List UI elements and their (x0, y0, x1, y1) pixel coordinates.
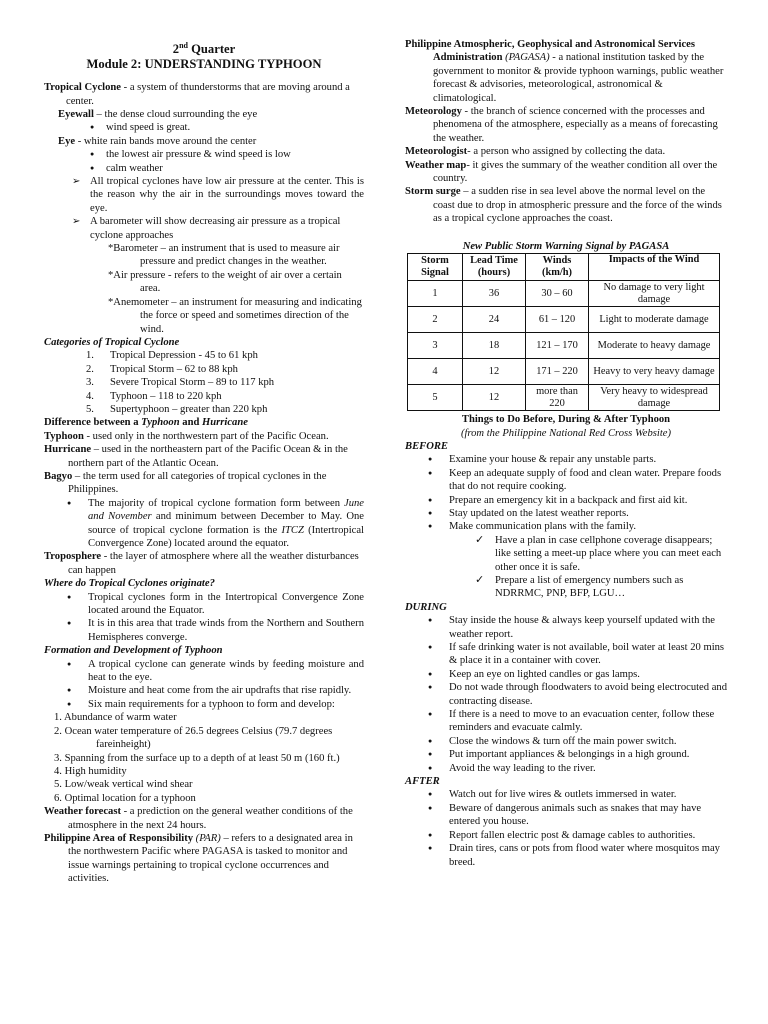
note-months: June and November (88, 497, 364, 523)
list-item: ● Stay updated on the latest weather reports. (405, 507, 727, 520)
note-text: and minimum between December to May. One source of tropical cyclone formation is the (88, 511, 365, 536)
list-item: ● Watch out for live wires & outlets immersed in water. (405, 788, 727, 801)
note-text: (Intertropical Convergence Zone) located around the equator. (88, 524, 364, 549)
things-title: Things to Do Before, During & After Typhoon (461, 414, 671, 426)
list-item: ● Examine your house & repair any unstable parts. (405, 453, 727, 466)
heading-hurricane: Hurricane (202, 417, 248, 429)
table-cell: Heavy to very heavy damage (589, 359, 720, 385)
definition: – the dense cloud surrounding the eye (93, 109, 258, 120)
storm-surge-def (405, 185, 727, 225)
originate-heading: Where do Tropical Cyclones originate? (44, 578, 215, 590)
term-abbr: (PAR) (193, 832, 221, 844)
table-cell: 4 (408, 359, 463, 385)
term: Storm surge (405, 186, 461, 198)
list-item: ● Make communication plans with the family. (405, 520, 727, 533)
weather-map-def (405, 159, 727, 186)
list-item: ● Tropical cyclones form in the Intertropical Convergence Zone located around the Equator. (44, 591, 364, 618)
list-item: ● Beware of dangerous animals such as snakes that may have entered you house. (405, 802, 727, 829)
quarter-word: Quarter (187, 42, 236, 57)
item-text: Typhoon – 118 to 220 kph (110, 390, 222, 402)
item-text: Tropical Depression - 45 to 61 kph (110, 350, 258, 362)
list-item (44, 363, 364, 376)
check-item: ✓ Have a plan in case cellphone coverage disappears; like setting a meet-up place where you can meet each other once it is safe. (405, 534, 727, 574)
barometer-def: *Barometer – an instrument that is used to measure air pressure and predict changes in the weather. (108, 243, 340, 268)
definition: - white rain bands move around the center (75, 135, 257, 147)
during-heading: DURING (405, 601, 447, 613)
quarter-number: 2 (172, 42, 180, 57)
list-item: 3. Spanning from the surface up to a depth of at least 50 m (160 ft.) (54, 752, 340, 764)
table-cell: 12 (463, 385, 526, 411)
list-item (44, 403, 364, 416)
table-cell: Moderate to heavy damage (589, 333, 720, 359)
term: Philippine Atmospheric, Geophysical and Astronomical Services Administration (405, 39, 695, 64)
list-item: ● A tropical cyclone can generate winds by feeding moisture and heat to the eye. (44, 658, 364, 685)
table-title: New Public Storm Warning Signal by PAGASA (462, 240, 670, 252)
list-item: ● Six main requirements for a typhoon to form and develop: (44, 698, 364, 711)
column-header: Lead Time (hours) (463, 254, 526, 281)
list-item: 6. Optimal location for a typhoon (54, 792, 196, 804)
list-item: ● Do not wade through floodwaters to avoid being electrocuted and contracting disease. (405, 681, 727, 708)
list-item: ● Drain tires, cans or pots from flood water where mosquitos may breed. (405, 842, 727, 869)
categories-heading: Categories of Tropical Cyclone (44, 336, 180, 348)
term: Weather map (405, 159, 467, 171)
item-text: Supertyphoon – greater than 220 kph (110, 403, 268, 415)
left-column (44, 38, 364, 886)
column-header: Storm Signal (408, 254, 463, 281)
table-cell: 5 (408, 385, 463, 411)
list-item: ● Close the windows & turn off the main power switch. (405, 735, 727, 748)
term-abbr: (PAGASA) (502, 52, 550, 64)
term: Bagyo (44, 470, 73, 482)
definition: - a system of thunderstorms that are moving around a center. (66, 82, 350, 107)
eye-def (44, 135, 364, 148)
arrow-item: ➢ All tropical cyclones have low air pressure at the center. This is the reason why the air in the surroundings moves toward the eye. (72, 175, 364, 215)
term: Eyewall (58, 109, 94, 120)
table-header-row (408, 254, 720, 281)
list-item: ● Moisture and heat come from the air updrafts that rise rapidly. (44, 684, 364, 697)
bagyo-def (44, 470, 364, 497)
list-item: ● the lowest air pressure & wind speed is low (44, 148, 364, 161)
item-number: 3. (86, 377, 94, 389)
table-row (408, 307, 720, 333)
table-cell: 121 – 170 (526, 333, 589, 359)
development-heading: Formation and Development of Typhoon (44, 645, 223, 657)
list-item (44, 376, 364, 389)
list-item: ● Keep an eye on lighted candles or gas lamps. (405, 668, 727, 681)
list-item: ● wind speed is great. (44, 121, 364, 134)
meteorologist-def (405, 145, 727, 158)
air-pressure-def: *Air pressure - refers to the weight of air over a certain area. (108, 269, 342, 295)
item-text: Tropical Storm – 62 to 88 kph (110, 363, 238, 375)
list-item: 5. Low/weak vertical wind shear (54, 779, 193, 791)
list-item: ● Stay inside the house & always keep yourself updated with the weather report. (405, 614, 727, 641)
list-item: ● Put important appliances & belongings in a high ground. (405, 748, 727, 761)
column-header: Impacts of the Wind (589, 254, 720, 281)
item-number: 5. (86, 403, 94, 415)
difference-heading (44, 416, 364, 429)
list-item (44, 390, 364, 403)
table-cell: No damage to very light damage (589, 281, 720, 307)
definition: - it gives the summary of the weather condition all over the country. (433, 159, 718, 185)
list-item: ● calm weather (44, 162, 364, 175)
item-text: Severe Tropical Storm – 89 to 117 kph (110, 377, 275, 389)
hurricane-def (44, 443, 364, 470)
table-cell: 61 – 120 (526, 307, 589, 333)
definition: - a prediction on the general weather conditions of the atmosphere in the next 24 hours. (68, 806, 353, 831)
term: Hurricane (44, 444, 92, 456)
list-item: ● Avoid the way leading to the river. (405, 762, 727, 775)
table-row (408, 385, 720, 411)
arrow-item: ➢ A barometer will show decreasing air pressure as a tropical cyclone approaches (72, 215, 364, 242)
heading-typhoon: Typhoon (141, 417, 180, 429)
table-cell: 30 – 60 (526, 281, 589, 307)
table-cell: 18 (463, 333, 526, 359)
definition: – a sudden rise in sea level above the normal level on the coast due to drop in atmospheric pressure and the force of the winds as a tropical cyclone approaches the coast. (433, 186, 722, 225)
list-item: ● Keep an adequate supply of food and clean water. Prepare foods that do not require cooking. (405, 467, 727, 494)
after-heading: AFTER (405, 776, 440, 788)
things-source: (from the Philippine National Red Cross Website) (460, 427, 672, 439)
definition: - the layer of atmosphere where all the weather disturbances can happen (68, 551, 359, 576)
anemometer-def: *Anemometer – an instrument for measuring and indicating the force or speed and sometimes direction of the wind. (108, 296, 362, 335)
term: Troposphere (44, 551, 102, 563)
storm-signal-table (407, 253, 720, 411)
column-header: Winds (km/h) (526, 254, 589, 281)
meteorology-def (405, 105, 727, 145)
table-cell: 3 (408, 333, 463, 359)
formation-note (44, 497, 364, 551)
table-cell: Light to moderate damage (589, 307, 720, 333)
term: Tropical Cyclone (44, 82, 121, 94)
list-item: ● If there is a need to move to an evacuation center, follow these reminders and evacuate calmly. (405, 708, 727, 735)
table-cell: 24 (463, 307, 526, 333)
definition: - a national institution tasked by the government to monitor & provide typhoon warnings, public weather forecast & advisories, meteorological, astronomical & climatological. (433, 52, 724, 104)
list-item: ● If safe drinking water is not available, boil water at least 20 mins & place it in a container with cover. (405, 641, 727, 668)
list-item: ● Report fallen electric post & damage cables to authorities. (405, 829, 727, 842)
par-def (44, 832, 364, 886)
definition: – used in the northeastern part of the Pacific Ocean & in the northern part of the Atlantic Ocean. (68, 444, 348, 469)
term: Typhoon (44, 430, 84, 442)
definition: – refers to a designated area in the northwestern Pacific where PAGASA is tasked to monitor and issue warnings pertaining to tropical cyclone occurrences and activities. (68, 832, 353, 885)
list-item: 1. Abundance of warm water (54, 712, 177, 724)
definition: - used only in the northwestern part of the Pacific Ocean. (83, 430, 329, 442)
list-item: 4. High humidity (54, 765, 127, 777)
term: Meteorologist (405, 146, 468, 158)
list-item: 2. Ocean water temperature of 26.5 degrees Celsius (79.7 degrees fareinheight) (54, 725, 333, 751)
item-number: 4. (86, 390, 94, 402)
troposphere-def (44, 550, 364, 577)
definition: - a person who assigned by collecting the data. (467, 146, 666, 158)
heading-text: Difference between a (44, 417, 142, 429)
list-item: ● It is in this area that trade winds from the Northern and Southern Hemispheres converge. (44, 617, 364, 644)
table-cell: 12 (463, 359, 526, 385)
list-item: ● Prepare an emergency kit in a backpack and first aid kit. (405, 494, 727, 507)
item-number: 1. (86, 350, 94, 362)
right-column (405, 38, 727, 869)
typhoon-def (44, 430, 364, 443)
weather-forecast-def (44, 805, 364, 832)
note-text: The majority of tropical cyclone formation form between (88, 497, 344, 509)
table-row (408, 281, 720, 307)
table-row (408, 333, 720, 359)
table-cell: 1 (408, 281, 463, 307)
before-heading: BEFORE (405, 440, 448, 452)
item-number: 2. (86, 363, 94, 375)
term: Philippine Area of Responsibility (44, 832, 194, 844)
tropical-cyclone-def (44, 81, 364, 108)
quarter-suffix: nd (179, 41, 188, 50)
eyewall-def (44, 108, 364, 121)
table-cell: 171 – 220 (526, 359, 589, 385)
table-row (408, 359, 720, 385)
list-item (44, 349, 364, 362)
heading-and: and (179, 417, 203, 429)
term: Weather forecast (44, 806, 121, 818)
table-cell: more than 220 (526, 385, 589, 411)
definition: - the branch of science concerned with the processes and phenomena of the atmosphere, especially as a means of forecasting the weather. (433, 106, 718, 144)
table-cell: 36 (463, 281, 526, 307)
module-title: Module 2: UNDERSTANDING TYPHOON (86, 57, 322, 72)
table-cell: Very heavy to widespread damage (589, 385, 720, 411)
check-item: ✓ Prepare a list of emergency numbers such as NDRRMC, PNP, BFP, LGU… (405, 574, 727, 601)
definition: – the term used for all categories of tropical cyclones in the Philippines. (68, 470, 327, 496)
term: Eye (58, 135, 76, 147)
table-cell: 2 (408, 307, 463, 333)
quarter-title (44, 38, 364, 57)
term: Meteorology (405, 106, 462, 118)
note-itcz: ITCZ (281, 524, 304, 536)
categories-list (44, 349, 364, 416)
pagasa-def (405, 38, 727, 105)
